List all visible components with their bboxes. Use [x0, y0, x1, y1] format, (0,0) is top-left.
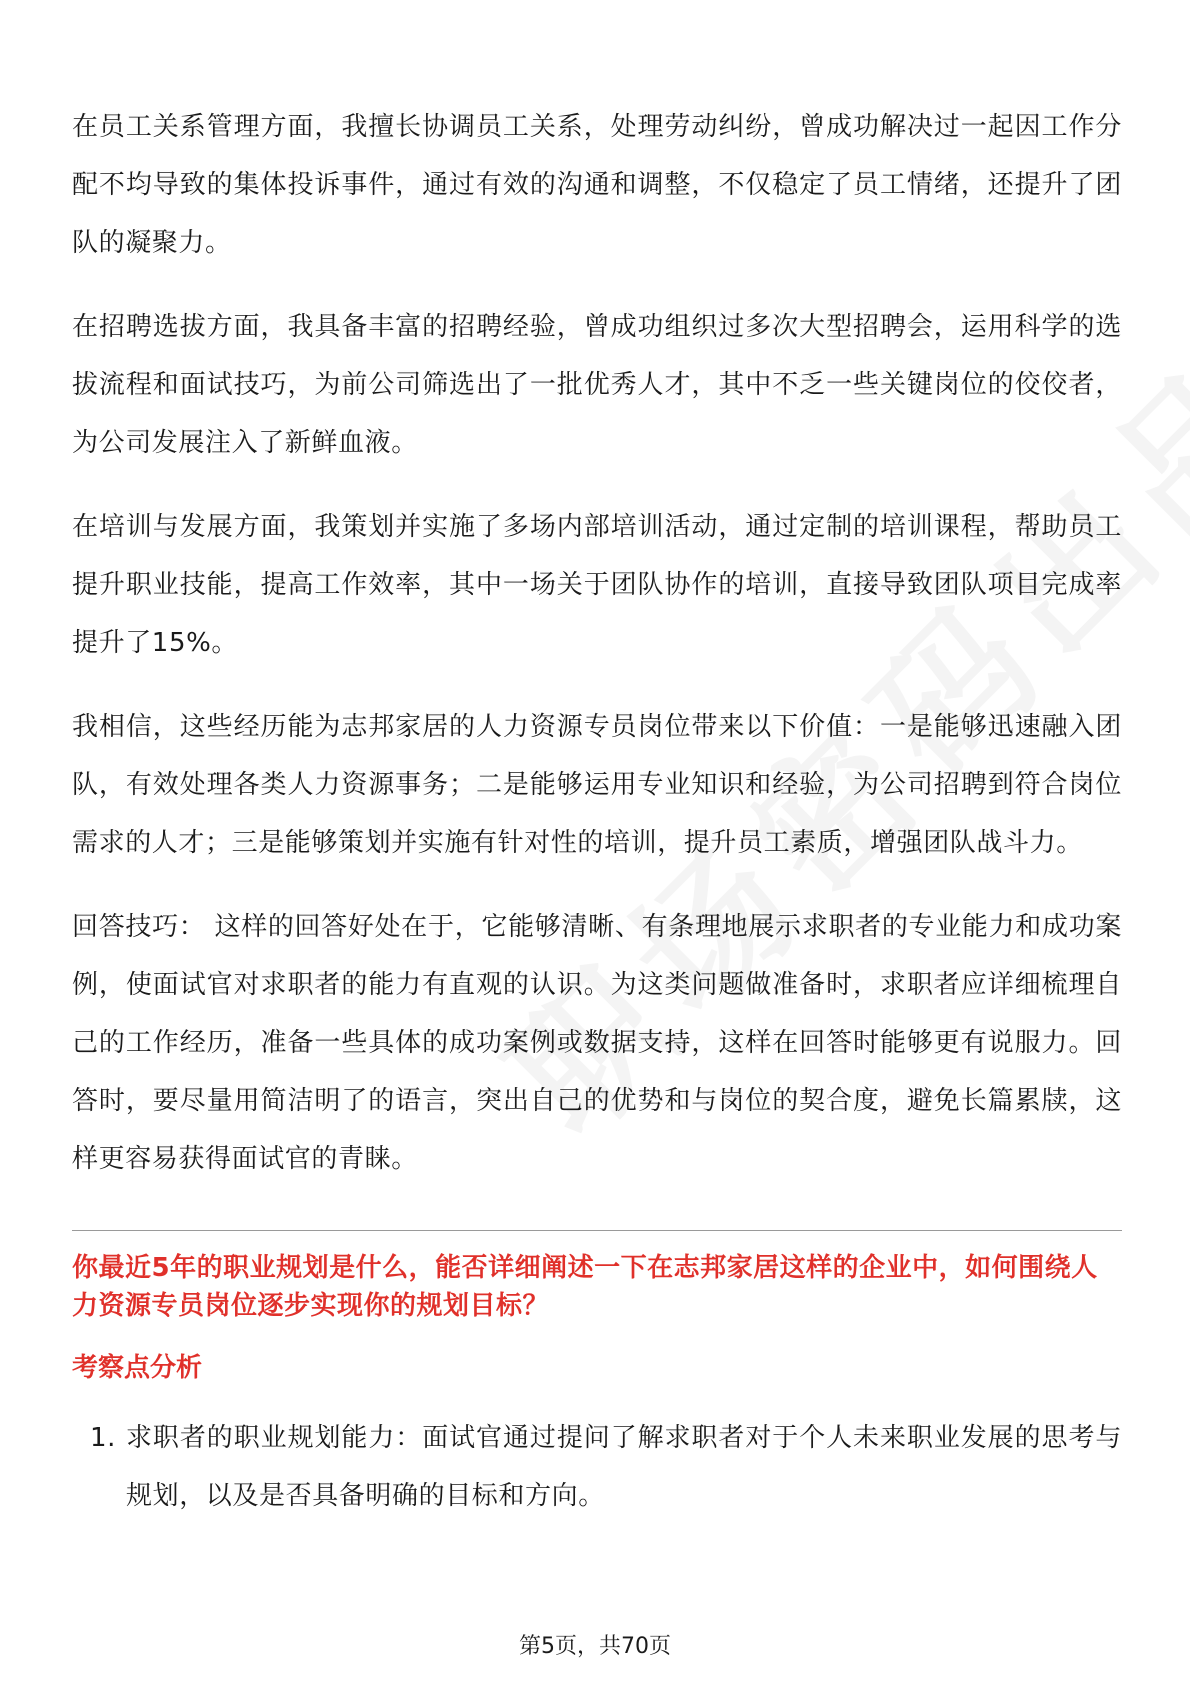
answer-tip-text: 这样的回答好处在于，它能够清晰、有条理地展示求职者的专业能力和成功案例，使面试官对求职者的能力有直观的认识。为这类问题做准备时，求职者应详细梳理自己的工作经历，准备一些具体的成功案例或数据支持，这样在回答时能够更有说服力。回答时，要尽量用简洁明了的语言，突出自己的优势和与岗位的契合度，避免长篇累牍，这样更容易获得面试官的青睐。: [72, 912, 1122, 1174]
page-content: [72, 98, 1122, 1525]
list-item-number: 1.: [90, 1423, 117, 1453]
answer-tip: [72, 898, 1122, 1188]
interview-question: 你最近5年的职业规划是什么，能否详细阐述一下在志邦家居这样的企业中，如何围绕人力资源专员岗位逐步实现你的规划目标？: [72, 1253, 1098, 1321]
list-item: [72, 1409, 1122, 1525]
analysis-heading: 考察点分析: [72, 1353, 203, 1383]
answer-tip-label: 回答技巧：: [72, 912, 206, 942]
section-divider: [72, 1230, 1122, 1231]
paragraph-employee-relations: 在员工关系管理方面，我擅长协调员工关系，处理劳动纠纷，曾成功解决过一起因工作分配不均导致的集体投诉事件，通过有效的沟通和调整，不仅稳定了员工情绪，还提升了团队的凝聚力。: [72, 112, 1122, 258]
paragraph-recruitment: 在招聘选拔方面，我具备丰富的招聘经验，曾成功组织过多次大型招聘会，运用科学的选拔流程和面试技巧，为前公司筛选出了一批优秀人才，其中不乏一些关键岗位的佼佼者，为公司发展注入了新鲜血液。: [72, 312, 1122, 458]
analysis-list: [72, 1409, 1122, 1525]
paragraph-value: 我相信，这些经历能为志邦家居的人力资源专员岗位带来以下价值：一是能够迅速融入团队，有效处理各类人力资源事务；二是能够运用专业知识和经验，为公司招聘到符合岗位需求的人才；三是能够策划并实施有针对性的培训，提升员工素质，增强团队战斗力。: [72, 712, 1122, 858]
paragraph-training: 在培训与发展方面，我策划并实施了多场内部培训活动，通过定制的培训课程，帮助员工提升职业技能，提高工作效率，其中一场关于团队协作的培训，直接导致团队项目完成率提升了15%。: [72, 512, 1122, 658]
list-item-text: 求职者的职业规划能力：面试官通过提问了解求职者对于个人未来职业发展的思考与规划，以及是否具备明确的目标和方向。: [126, 1423, 1122, 1511]
page-number-footer: 第5页，共70页: [519, 1634, 671, 1659]
